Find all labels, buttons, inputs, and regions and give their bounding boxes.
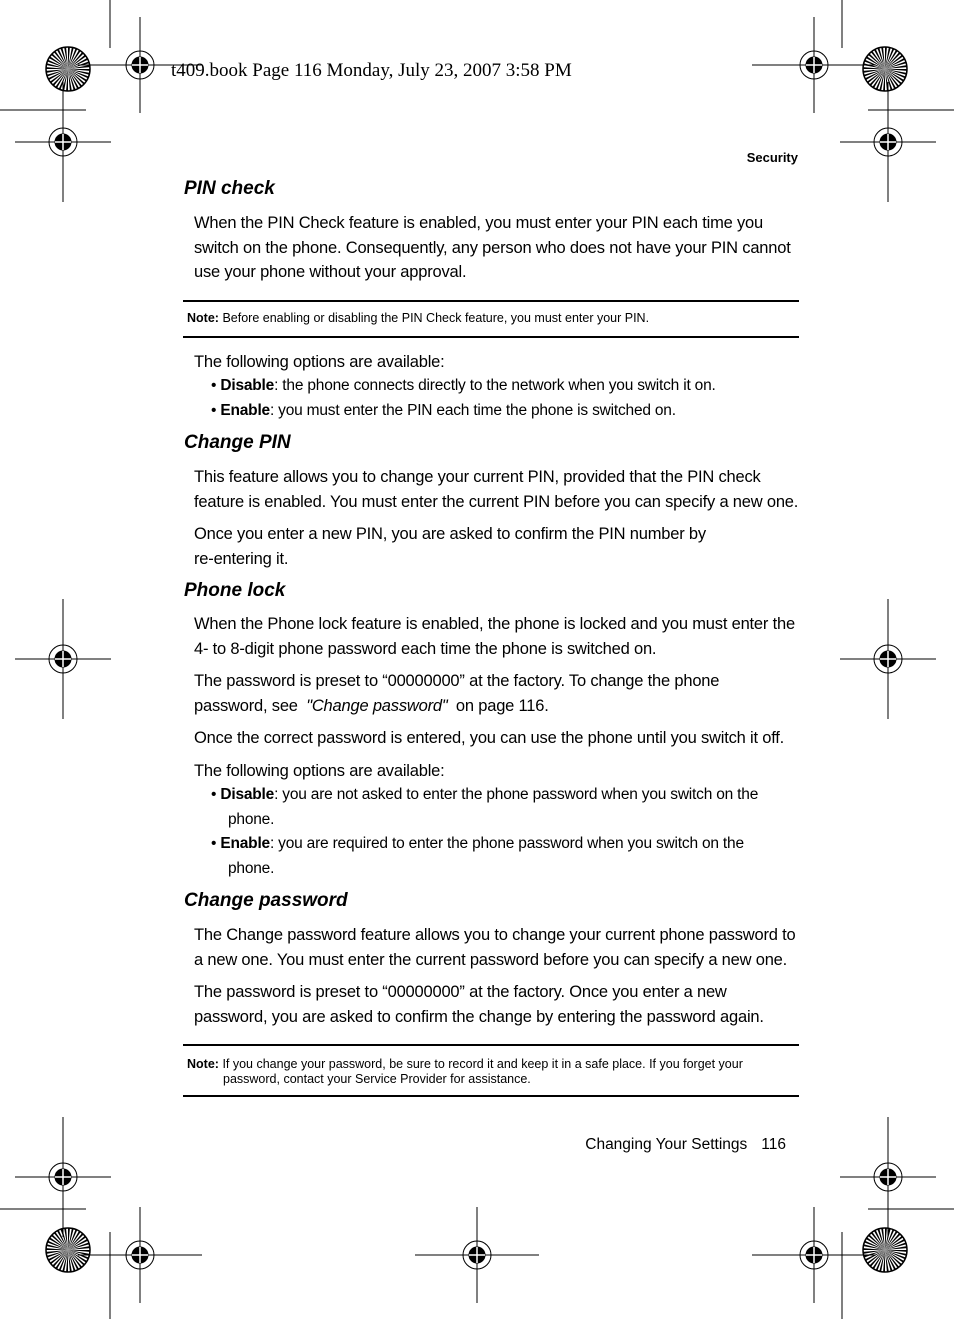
- option-text: : you are required to enter the phone password when you switch on the: [269, 835, 744, 852]
- star-target-icon: [46, 47, 90, 91]
- option-text: : you are not asked to enter the phone password when you switch on the: [274, 786, 759, 803]
- list-item: • Disable: you are not asked to enter the phone password when you switch on the phone.: [211, 783, 791, 832]
- paragraph: This feature allows you to change your current PIN, provided that the PIN check feature is enabled. You must enter the current PIN before you can specify a new one.: [194, 468, 799, 511]
- option-name: Disable: [220, 377, 275, 394]
- option-name: Disable: [220, 786, 275, 803]
- option-name: Enable: [220, 835, 270, 852]
- note-text: If you change your password, be sure to record it and keep it in a safe place. If you forget your: [222, 1057, 743, 1071]
- crosshair-target-icon: [752, 17, 876, 113]
- list-item: • Enable: you are required to enter the phone password when you switch on the phone.: [211, 832, 791, 881]
- paragraph-with-link: [194, 694, 800, 719]
- options-intro: The following options are available:: [194, 353, 445, 371]
- cross-reference-link[interactable]: "Change password": [306, 697, 448, 715]
- options-intro: The following options are available:: [194, 762, 445, 780]
- note-text: Before enabling or disabling the PIN Check feature, you must enter your PIN.: [222, 311, 650, 325]
- star-target-icon: [863, 1228, 907, 1272]
- crosshair-target-icon: [15, 1117, 111, 1237]
- note-text-continued: password, contact your Service Provider for assistance.: [223, 1072, 531, 1086]
- crosshair-target-icon: [15, 599, 111, 719]
- paragraph: re-entering it.: [194, 550, 289, 568]
- page-number: 116: [761, 1136, 786, 1153]
- list-item: • Disable: the phone connects directly to the network when you switch it on.: [211, 377, 716, 394]
- crosshair-target-icon: [415, 1207, 539, 1303]
- page-footer: [585, 1136, 786, 1154]
- heading-phone-lock: Phone lock: [184, 580, 286, 601]
- crosshair-target-icon: [840, 599, 936, 719]
- list-item: • Enable: you must enter the PIN each time the phone is switched on.: [211, 402, 676, 419]
- paragraph-text: on page 116.: [455, 697, 549, 715]
- option-text-continued: phone.: [228, 859, 275, 877]
- note-label: Note:: [187, 1057, 219, 1071]
- crosshair-target-icon: [78, 1207, 202, 1303]
- paragraph: The password is preset to “00000000” at the factory. Once you enter a new password, you are asked to confirm the change by entering the password again.: [194, 983, 764, 1026]
- paragraph: Once you enter a new PIN, you are asked to confirm the PIN number by: [194, 525, 706, 543]
- section-tag: Security: [746, 150, 798, 165]
- option-text: : the phone connects directly to the network when you switch it on.: [274, 377, 716, 394]
- paragraph: The password is preset to “00000000” at the factory. To change the phone: [194, 672, 720, 690]
- paragraph: When the PIN Check feature is enabled, you must enter your PIN each time you switch on the phone. Consequently, any person who does not have your PIN cannot use your phone without your approval.: [194, 214, 791, 281]
- option-text-continued: phone.: [228, 810, 275, 828]
- heading-change-pin: Change PIN: [184, 432, 291, 453]
- note-label: Note:: [187, 311, 219, 325]
- option-text: : you must enter the PIN each time the phone is switched on.: [269, 402, 676, 419]
- crosshair-target-icon: [840, 82, 936, 202]
- option-name: Enable: [220, 402, 270, 419]
- book-header-line: t409.book Page 116 Monday, July 23, 2007 3:58 PM: [171, 60, 572, 81]
- crosshair-target-icon: [752, 1207, 876, 1303]
- crosshair-target-icon: [15, 82, 111, 202]
- footer-chapter: Changing Your Settings: [585, 1136, 748, 1153]
- note-box: [183, 1044, 799, 1097]
- paragraph: Once the correct password is entered, you can use the phone until you switch it off.: [194, 729, 785, 747]
- heading-pin-check: PIN check: [184, 178, 275, 199]
- paragraph: The Change password feature allows you to change your current phone password to a new one. You must enter the current password before you can specify a new one.: [194, 926, 796, 969]
- heading-change-password: Change password: [184, 890, 348, 911]
- star-target-icon: [863, 47, 907, 91]
- paragraph-text: password, see: [194, 697, 298, 715]
- paragraph: When the Phone lock feature is enabled, the phone is locked and you must enter the 4- to 8-digit phone password each time the phone is switched on.: [194, 615, 795, 658]
- crosshair-target-icon: [840, 1117, 936, 1237]
- star-target-icon: [46, 1228, 90, 1272]
- note-box: [183, 300, 799, 338]
